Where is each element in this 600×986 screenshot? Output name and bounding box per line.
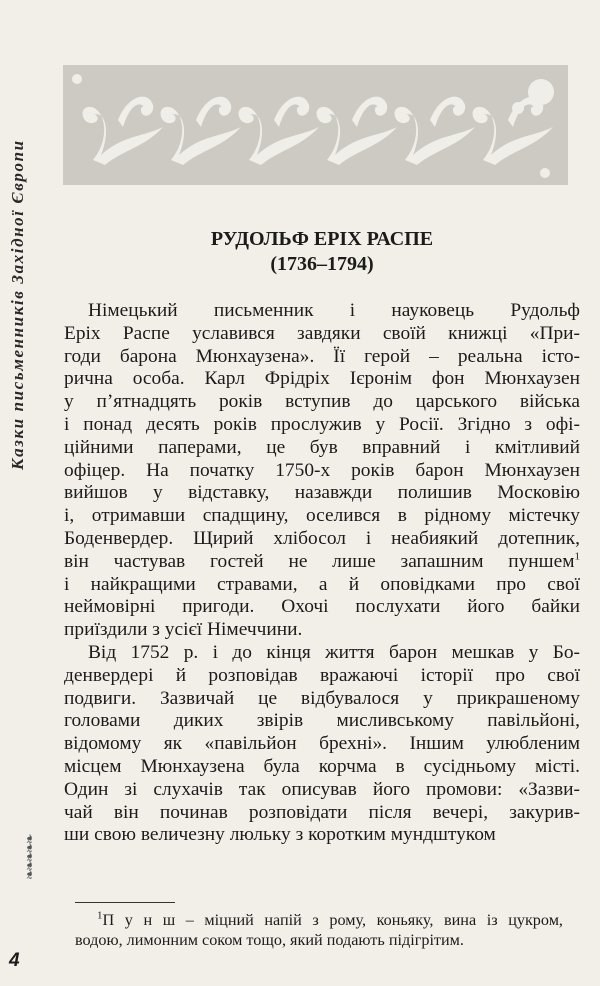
text-line: і найкращими стравами, а й оповідками про свої (64, 573, 580, 595)
text-line: чай він починав розповідати після вечері, закурив- (64, 801, 580, 823)
text-line: рична особа. Карл Фрідріх Ієронім фон Мюнхаузен (64, 368, 580, 390)
text-line: Від 1752 р. і до кінця життя барон мешкав у Бо- (88, 641, 580, 663)
text-line: неймовірні пригоди. Охочі послухати його байки (64, 596, 580, 618)
flourish-icon (430, 97, 465, 127)
text-line: ши свою величезну люльку з коротким мундштуком (64, 824, 496, 846)
text-line: він частував гостей не лише запашним пуншем$^1$ (64, 550, 580, 572)
flourish-icon (196, 97, 231, 127)
text-line: Боденвердер. Щирий хлібосол і неабиякий дотепник, (64, 527, 580, 549)
footnote-text: водою, лимонним соком тощо, який подають підігрітим. (75, 931, 464, 949)
text-line: вийшов у відставку, назавжди полишив Московію (64, 482, 580, 504)
flourish-icon (274, 97, 309, 127)
flourish-icon (118, 97, 153, 127)
text-line: Еріх Распе уславився завдяки своїй книжці «При- (64, 322, 580, 344)
footnote-divider (75, 902, 175, 903)
footnote (75, 910, 563, 950)
text-line: годи барона Мюнхаузена». Її герой – реальна істо- (64, 345, 580, 367)
dot-icon (540, 168, 550, 178)
text-line: у п’ятнадцять років вступив до царського війська (64, 391, 580, 413)
dot-icon (512, 102, 524, 114)
footnote-ref: 1 (574, 550, 580, 563)
text-line: і, отримавши спадщину, оселився в рідному містечку (64, 505, 580, 527)
flourish-icon (352, 97, 387, 127)
text-line: приїздили з усієї Німеччини. (64, 619, 303, 641)
text-line: Німецький письменник і науковець Рудольф (88, 300, 580, 321)
text-line: денвердері й розповідав вражаючі історії про свої (64, 664, 580, 686)
text-line: і понад десять років прослужив у Росії. Згідно з офі- (64, 413, 580, 435)
text-line: місцем Мюнхаузена була корчма в сусідньому місті. (64, 755, 580, 777)
page-title: РУДОЛЬФ ЕРІХ РАСПЕ (210, 228, 434, 250)
dot-icon (72, 74, 82, 84)
dot-icon (528, 79, 554, 105)
text-line: Один зі слухачів так описував його промови: «Зазви- (64, 778, 580, 800)
footnote-marker: 1 (97, 909, 103, 922)
ornament-banner (63, 65, 568, 185)
floral-ornament (63, 65, 568, 185)
text-line: офіцер. На початку 1750-х років барон Мюнхаузен (64, 459, 580, 481)
footnote-text: – міцний напій з рому, коньяку, вина із цукром, (175, 911, 563, 929)
text-line: подвиги. Зазвичай це відбувалося у прикрашеному (64, 687, 580, 709)
running-header (8, 139, 28, 470)
author-years: (1736–1794) (270, 253, 374, 275)
text-line: ційними паперами, це був вправний і кмітливий (64, 436, 580, 458)
text-line: головами диких звірів мисливському павільйоні, (64, 710, 580, 732)
running-header-text: Казки письменників Західної Європи (8, 139, 27, 470)
body-text (64, 300, 580, 847)
side-ornament-icon: ❧❧❧❧❧ (22, 835, 37, 880)
footnote-term: П у н ш (102, 911, 176, 929)
text-line: відомому як «павільйон брехні». Іншим улюбленим (64, 733, 580, 755)
page-number: 4 (9, 950, 20, 971)
